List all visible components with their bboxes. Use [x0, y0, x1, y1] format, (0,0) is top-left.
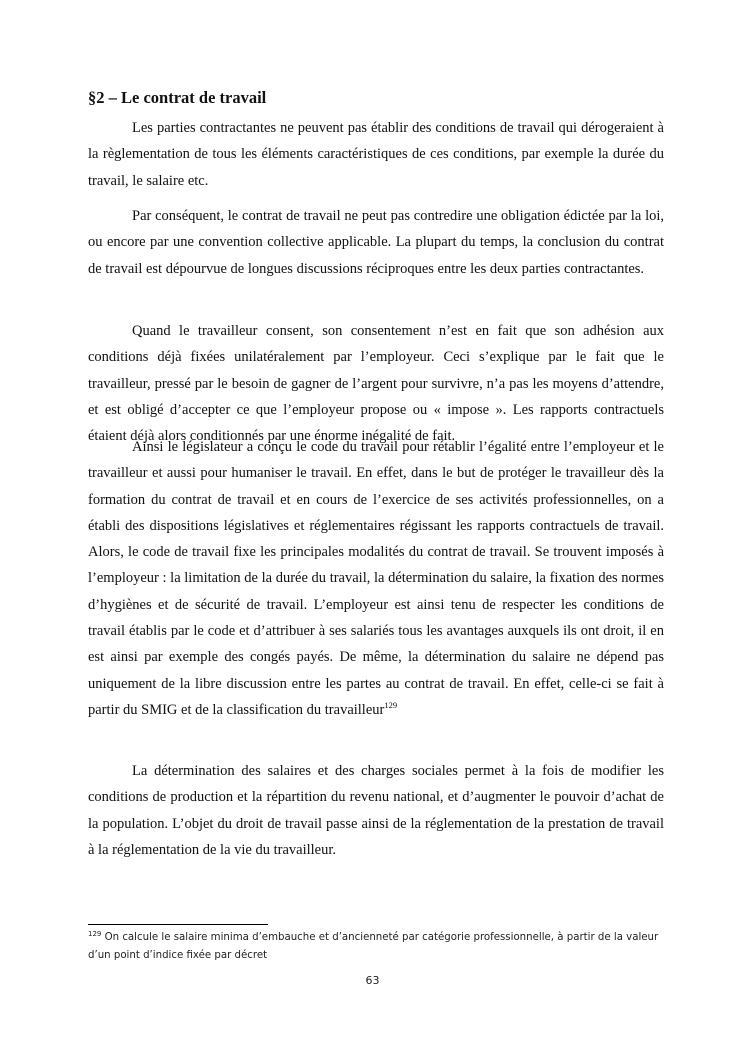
footnote: [88, 929, 678, 965]
page-number: 63: [365, 974, 380, 987]
paragraph-3: Quand le travailleur consent, son consentement n’est en fait que son adhésion aux conditions déjà fixées unilatéralement par l’employeur. Ceci s’explique par le fait que le travailleur, pressé par le besoin de gagner de l’argent pour survivre, n’a pas les moyens d’attendre, et est obligé d’accepter ce que l’employeur propose ou « impose ». Les rapports contractuels étaient déjà alors conditionnés par une énorme inégalité de fait.: [88, 323, 664, 445]
footnote-reference[interactable]: 129: [384, 699, 398, 710]
paragraph-4: [88, 434, 664, 723]
footnote-divider: [88, 924, 268, 925]
paragraph-1: Les parties contractantes ne peuvent pas établir des conditions de travail qui dérogeraient à la règlementation de tous les éléments caractéristiques de ces conditions, par exemple la durée du travail, le salaire etc.: [88, 120, 664, 189]
paragraph-4-text: Ainsi le législateur a conçu le code du travail pour rétablir l’égalité entre l’employeur et le travailleur et aussi pour humaniser le travail. En effet, dans le but de protéger le travailleur dès la formation du contrat de travail et en cours de l’exercice de ses activités professionnelles, on a établi des dispositions législatives et réglementaires régissant les rapports contractuels de travail. Alors, le code de travail fixe les principales modalités du contrat de travail. Se trouvent imposés à l’employeur : la limitation de la durée du travail, la détermination du salaire, la fixation des normes d’hygiènes et de sécurité de travail. L’employeur est ainsi tenu de respecter les conditions de travail établis par le code et d’attribuer à ses salariés tous les avantages auxquels ils ont droit, il en est ainsi par exemple des congés payés. De même, la détermination du salaire ne dépend pas uniquement de la libre discussion entre les partes au contrat de travail. En effet, celle-ci se fait à partir du SMIG et de la classification du travailleur: [88, 439, 664, 718]
paragraph-5: La détermination des salaires et des charges sociales permet à la fois de modifier les conditions de production et la répartition du revenu national, et d’augmenter le pouvoir d’achat de la population. L’objet du droit de travail passe ainsi de la réglementation de la prestation de travail à la réglementation de la vie du travailleur.: [88, 763, 664, 858]
footnote-number: 129: [88, 930, 102, 938]
section-heading: §2 – Le contrat de travail: [88, 88, 267, 107]
paragraph-2: Par conséquent, le contrat de travail ne peut pas contredire une obligation édictée par la loi, ou encore par une convention collective applicable. La plupart du temps, la conclusion du contrat de travail est dépourvue de longues discussions réciproques entre les deux parties contractantes.: [88, 208, 664, 277]
footnote-text: On calcule le salaire minima d’embauche et d’ancienneté par catégorie professionnelle, à partir de la valeur d’un point d’indice fixée par décret: [88, 932, 659, 961]
